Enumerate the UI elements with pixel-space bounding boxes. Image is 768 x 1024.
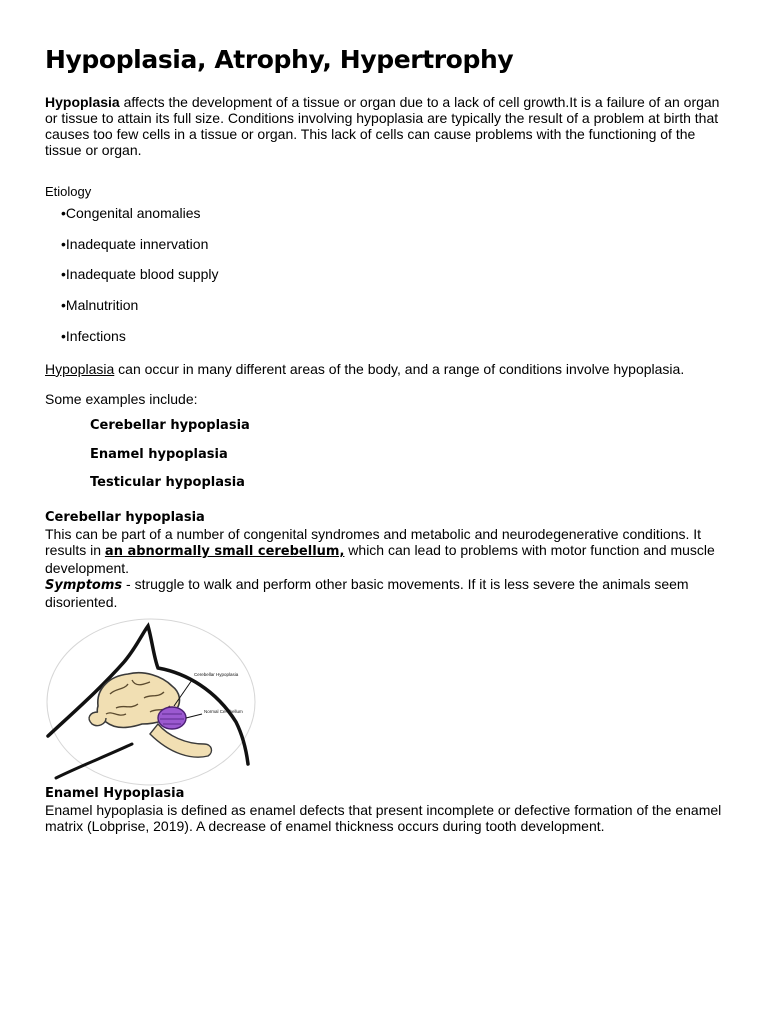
symptoms-paragraph [45, 576, 722, 610]
cerebellar-emphasis: an abnormally small cerebellum, [104, 544, 345, 560]
intro-paragraph [45, 94, 722, 158]
intro-term: Hypoplasia [45, 94, 120, 110]
cerebellar-text-1: This can be part of a number of congenital syndromes and metabolic and neurodegenerative conditions. It results in [45, 526, 702, 559]
example-item: Testicular hypoplasia [90, 475, 245, 491]
cerebellum-shape [158, 707, 186, 729]
examples-list [45, 418, 722, 492]
enamel-paragraph: Enamel hypoplasia is defined as enamel defects that present incomplete or defective formation of the enamel matrix (Lobprise, 2019). A decrease of enamel thickness occurs during tooth development. [45, 802, 722, 834]
hypoplasia-link[interactable]: Hypoplasia [45, 360, 115, 377]
cerebellar-paragraph [45, 526, 722, 576]
cerebellum-diagram [46, 618, 256, 786]
etiology-item: •Congenital anomalies [61, 205, 201, 221]
example-item: Cerebellar hypoplasia [90, 417, 250, 433]
label-cerebellar-hypoplasia: Cerebellar Hypoplasia [194, 672, 239, 677]
cerebellar-section-title: Cerebellar hypoplasia [45, 510, 205, 526]
etiology-heading: Etiology [45, 184, 92, 199]
cerebellar-text-2: which can lead to problems with motor function and muscle development. [45, 542, 715, 577]
symptoms-label: Symptoms [45, 578, 123, 594]
occurrence-paragraph [45, 361, 722, 377]
enamel-section [45, 786, 722, 834]
etiology-item: •Inadequate innervation [61, 235, 209, 252]
page-title: Hypoplasia, Atrophy, Hypertrophy [45, 45, 514, 74]
etiology-item: •Malnutrition [61, 297, 139, 314]
example-item: Enamel hypoplasia [90, 446, 228, 462]
document-page [45, 44, 722, 610]
occurrence-text: can occur in many different areas of the body, and a range of conditions involve hypoplasia. [114, 360, 685, 377]
etiology-list [45, 205, 722, 344]
intro-text: affects the development of a tissue or organ due to a lack of cell growth.It is a failure of an organ or tissue to attain its full size. Conditions involving hypoplasia are typically the result of a problem at birth that causes too few cells in a tissue or organ. This lack of cells can cause problems with the functioning of the tissue or organ. [45, 94, 720, 158]
etiology-item: •Inadequate blood supply [61, 266, 219, 283]
etiology-item: •Infections [61, 327, 126, 344]
label-normal-cerebellum: Normal Cerebellum [204, 709, 243, 714]
enamel-section-title: Enamel Hypoplasia [45, 786, 185, 801]
symptoms-text: - struggle to walk and perform other basic movements. If it is less severe the animals seem disoriented. [45, 576, 689, 611]
examples-intro: Some examples include: [45, 390, 198, 407]
